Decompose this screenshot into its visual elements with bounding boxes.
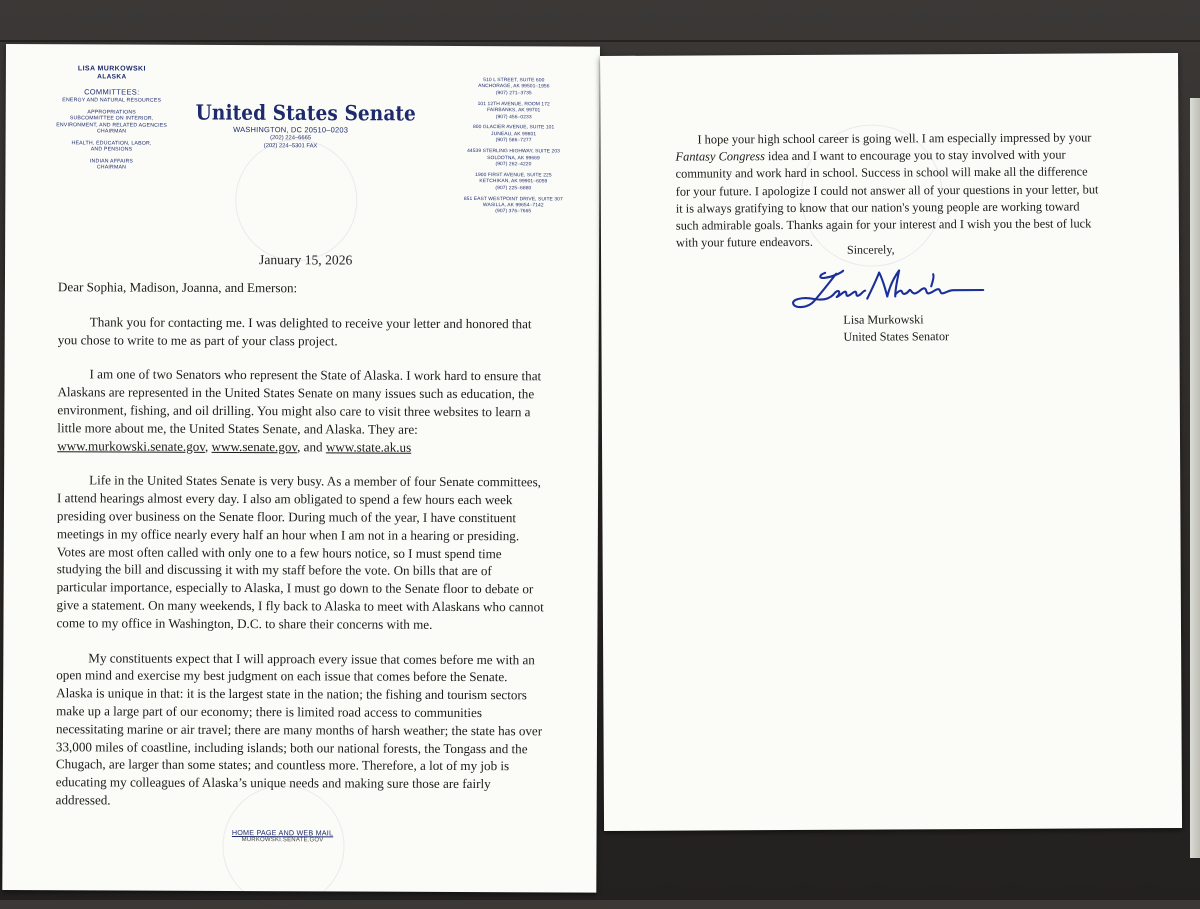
signer-title: United States Senator: [843, 329, 950, 344]
committee-line: SUBCOMMITTEE ON INTERIOR,: [69, 115, 154, 122]
office-line: KETCHIKAN, AK 99901–6059: [479, 179, 548, 185]
fantasy-congress-emphasis: Fantasy Congress: [675, 149, 765, 164]
committee-entry: [42, 140, 182, 154]
footer-url: MURKOWSKI.SENATE.GOV: [241, 837, 324, 844]
senate-phone: (202) 224–6665: [270, 135, 312, 142]
committee-line: CHAIRMAN: [96, 128, 127, 135]
paragraph-3: Life in the United States Senate is very busy. As a member of four Senate committees, I attend hearings almost every day. I also am obligated to spend a few hours each week presiding over business on the Senate floor. During much of the year, I have constituent meetings in my office nearly every half an hour when I am not in a hearing or presiding. Votes are most often called with only one to a few hours notice, so I must spend time studying the bill and discussing it with my staff before the vote. On bills that are of particular importance, especially to Alaska, I must go down to the Senate floor to debate or give a statement. On many weekends, I fly back to Alaska to meet with Alaskans who cannot come to my office in Washington, D.C. to share their concerns with me.: [56, 472, 544, 632]
committee-line: INDIAN AFFAIRS: [89, 157, 134, 165]
office-line: 44539 STERLING HIGHWAY, SUITE 203: [467, 149, 560, 155]
letterhead-office-list: [463, 78, 564, 221]
state-office-address: [464, 125, 564, 145]
committee-entry: [41, 158, 181, 172]
committee-line: ENERGY AND NATURAL RESOURCES: [62, 97, 162, 104]
closing: Sincerely,: [846, 242, 895, 257]
office-line: ANCHORAGE, AK 99501–1956: [478, 84, 550, 90]
office-line: (907) 456–0233: [495, 114, 532, 120]
background-paper-edge: [1190, 98, 1200, 858]
link-separator: , and: [297, 438, 326, 454]
office-line: (907) 586–7277: [495, 138, 532, 144]
salutation: Dear Sophia, Madison, Joanna, and Emerson:: [57, 279, 298, 296]
paragraph-4: My constituents expect that I will approach every issue that comes before me with an open mind and exercise my best judgment on each issue that comes before the Senate. Alaska is unique in that: it is the largest state in the nation; the fishing and tourism sectors make up a large part of our economy; there is limited road access to communities necessitating marine or air travel; there are many months of harsh weather; the state has over 33,000 miles of coastline, including islands; both our national forests, the Tongass and the Chugach, are larger than some states; and countless more. Therefore, a lot of my job is educating my colleagues of Alaska’s unique needs and making sure those are fairly addressed.: [55, 649, 543, 808]
committee-line: AND PENSIONS: [90, 146, 133, 153]
table-seam: [0, 40, 1200, 42]
office-line: WASILLA, AK 99654–7142: [482, 203, 544, 209]
office-line: FAIRBANKS, AK 99701: [487, 108, 541, 114]
state-office-address: [464, 78, 564, 98]
office-line: 510 L STREET, SUITE 600: [483, 78, 545, 84]
committee-entry: [42, 109, 182, 136]
letter-body: [56, 278, 546, 828]
committee-line: HEALTH, EDUCATION, LABOR,: [71, 139, 152, 147]
paragraph-2: [57, 366, 545, 457]
letterhead-left-column: [41, 64, 181, 176]
page-2-text-start: I hope your high school career is going well. I am especially impressed by your: [697, 130, 1092, 147]
office-line: 851 EAST WESTPOINT DRIVE, SUITE 307: [463, 196, 563, 203]
committee-entry: [42, 97, 182, 104]
footer-web-mail-link[interactable]: HOME PAGE AND WEB MAIL: [231, 827, 334, 838]
letter-page-2: [600, 53, 1182, 831]
paragraph-2-text: I am one of two Senators who represent the State of Alaska. I work hard to ensure that Alaskans are represented in the United States Senate on many issues such as education, the environment, fishing, and oil drilling. You might also care to visit three websites to learn a little more about me, the United States Senate, and Alaska. They are:: [57, 366, 542, 437]
page-2-text-end: idea and I want to encourage you to stay involved with your community and work hard in school. Success in school will make all the difference for your future. I apologize I could not answer all of your questions in your letter, but it is always gratifying to know that our nation's young people are working toward such admirable goals. Thanks again for your interest and I wish you the best of luck with your future endeavors.: [675, 147, 1099, 250]
committees-heading: COMMITTEES:: [84, 87, 140, 97]
letter-page-1: [2, 44, 600, 893]
office-line: (907) 376–7665: [495, 209, 532, 215]
page-2-paragraph: [675, 129, 1100, 252]
office-line: 101 12TH AVENUE, ROOM 172: [477, 101, 550, 108]
letter-footer: [153, 828, 413, 844]
office-line: (907) 271–3735: [495, 90, 532, 97]
state-office-address: [463, 149, 563, 169]
senator-state: ALASKA: [97, 73, 127, 81]
paragraph-1: Thank you for contacting me. I was delighted to receive your letter and honored that you chose to write to me as part of your class project.: [57, 314, 532, 349]
link-state-ak[interactable]: www.state.ak.us: [325, 438, 412, 455]
website-links: [57, 437, 545, 457]
signer-block: [843, 311, 949, 346]
office-line: JUNEAU, AK 99801: [491, 131, 537, 138]
office-line: (907) 262–4220: [495, 162, 532, 168]
committee-line: CHAIRMAN: [96, 164, 127, 171]
committee-line: APPROPRIATIONS: [87, 108, 136, 116]
state-office-address: [463, 173, 563, 193]
signer-name: Lisa Murkowski: [843, 312, 924, 327]
office-line: (907) 225–6880: [495, 185, 532, 191]
link-separator: ,: [204, 438, 212, 454]
letterhead-center: [195, 101, 417, 151]
committee-list: [41, 97, 181, 171]
link-murkowski[interactable]: www.murkowski.senate.gov: [57, 437, 206, 454]
committee-line: ENVIRONMENT, AND RELATED AGENCIES: [56, 121, 168, 129]
state-office-address: [464, 102, 564, 122]
senate-title: United States Senate: [195, 101, 417, 127]
senate-fax: (202) 224–5301 FAX: [263, 143, 318, 150]
senate-address: WASHINGTON, DC 20510–0203: [233, 124, 349, 135]
office-line: 800 GLACIER AVENUE, SUITE 101: [472, 125, 555, 131]
office-line: 1900 FIRST AVENUE, SUITE 225: [475, 172, 552, 179]
letter-date: January 15, 2026: [259, 252, 353, 268]
state-office-address: [463, 197, 563, 217]
watermark-seal: [235, 139, 358, 262]
office-line: SOLDOTNA, AK 99669: [487, 155, 540, 161]
link-senate[interactable]: www.senate.gov: [211, 438, 298, 454]
senator-name: LISA MURKOWSKI: [77, 65, 146, 73]
